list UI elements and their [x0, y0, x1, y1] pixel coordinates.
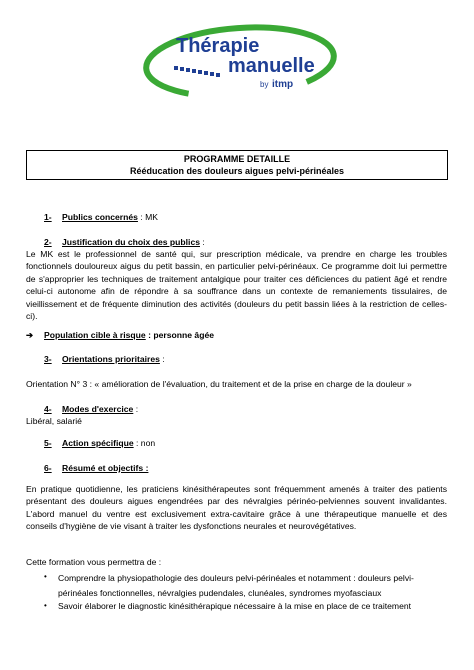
section-4-text: Libéral, salarié: [26, 416, 82, 426]
logo-line1: Thérapie: [176, 35, 260, 57]
bullet-icon: •: [44, 572, 47, 581]
section-value: : non: [133, 438, 156, 448]
logo-brand: itmp: [272, 79, 294, 90]
programme-title-box: [26, 150, 448, 180]
list-item: Savoir élaborer le diagnostic kinésithérapique nécessaire à la mise en place de ce traitement: [58, 601, 412, 611]
arrow-icon: ➔: [26, 330, 34, 340]
page-subtitle: Rééducation des douleurs aigues pelvi-périnéales: [129, 166, 345, 176]
section-after: :: [200, 237, 205, 247]
bullet-icon: •: [44, 601, 47, 610]
section-value: : personne âgée: [145, 330, 215, 340]
section-number: 6-: [44, 463, 52, 473]
section-label: Résumé et objectifs :: [62, 463, 149, 473]
section-4-heading: [44, 403, 138, 415]
section-value: : MK: [137, 212, 159, 222]
section-label: Population cible à risque: [44, 330, 146, 340]
therapie-manuelle-logo: [140, 22, 340, 104]
section-6-text: En pratique quotidienne, les praticiens kinésithérapeutes sont fréquemment amenés à traiter des patients présentant des douleurs aigues engendrées par des névralgies périnéo-pelviennes souvent invalidantes. L'abord manuel du ventre est exclusivement extra-cavitaire grâce à une thérapeutique manuelle et des conseils d'hygiène de vie visant à traiter les dysfonctions neurales et neurovégétatives.: [26, 484, 447, 532]
section-number: 1-: [44, 212, 52, 222]
section-label: Orientations prioritaires: [62, 354, 160, 364]
logo-line2: manuelle: [228, 55, 315, 77]
section-6-intro: Cette formation vous permettra de :: [26, 557, 162, 567]
section-5-heading: [44, 437, 155, 449]
section-label: Publics concernés: [62, 212, 138, 222]
logo-dots: [174, 66, 220, 77]
section-label: Justification du choix des publics: [62, 237, 200, 247]
list-item: Comprendre la physiopathologie des douleurs pelvi-périnéales et notamment : douleurs pelvi-périnéales fonctionnelles, névralgies pudendales, clunéales, syndromes myofasciaux: [58, 573, 414, 598]
section-after: :: [159, 354, 165, 364]
section-number: 3-: [44, 354, 52, 364]
section-number: 2-: [44, 237, 52, 247]
section-number: 4-: [44, 404, 52, 414]
logo-by: by: [260, 80, 269, 89]
section-number: 5-: [44, 438, 52, 448]
page-title: PROGRAMME DETAILLE: [183, 154, 291, 164]
section-3-heading: [44, 353, 165, 365]
section-label: Action spécifique: [62, 438, 134, 448]
section-3-text: Orientation N° 3 : « amélioration de l'évaluation, du traitement et de la prise en charge de la douleur »: [26, 379, 412, 389]
section-2-text: Le MK est le professionnel de santé qui, sur prescription médicale, va prendre en charge les troubles fonctionnels douloureux aigus du petit bassin, en particulier pelvi-périnéaux. Ce programme doit lui permettre de s'approprier les techniques de traitement antalgique pour traiter ces déficiences du patient âgé et rendre celui-ci autonome afin de répondre à sa souffrance dans un contexte de remaniements tissulaires, de vieillissement et de fréquente diminution des activités (douleurs du petit bassin liées à la restriction de celles-ci).: [26, 249, 447, 322]
section-label: Modes d'exercice: [62, 404, 134, 414]
population-heading: [26, 329, 214, 341]
section-after: :: [133, 404, 139, 414]
section-2-heading: [44, 236, 205, 248]
section-1-heading: [44, 211, 158, 223]
section-6-heading: [44, 462, 148, 474]
